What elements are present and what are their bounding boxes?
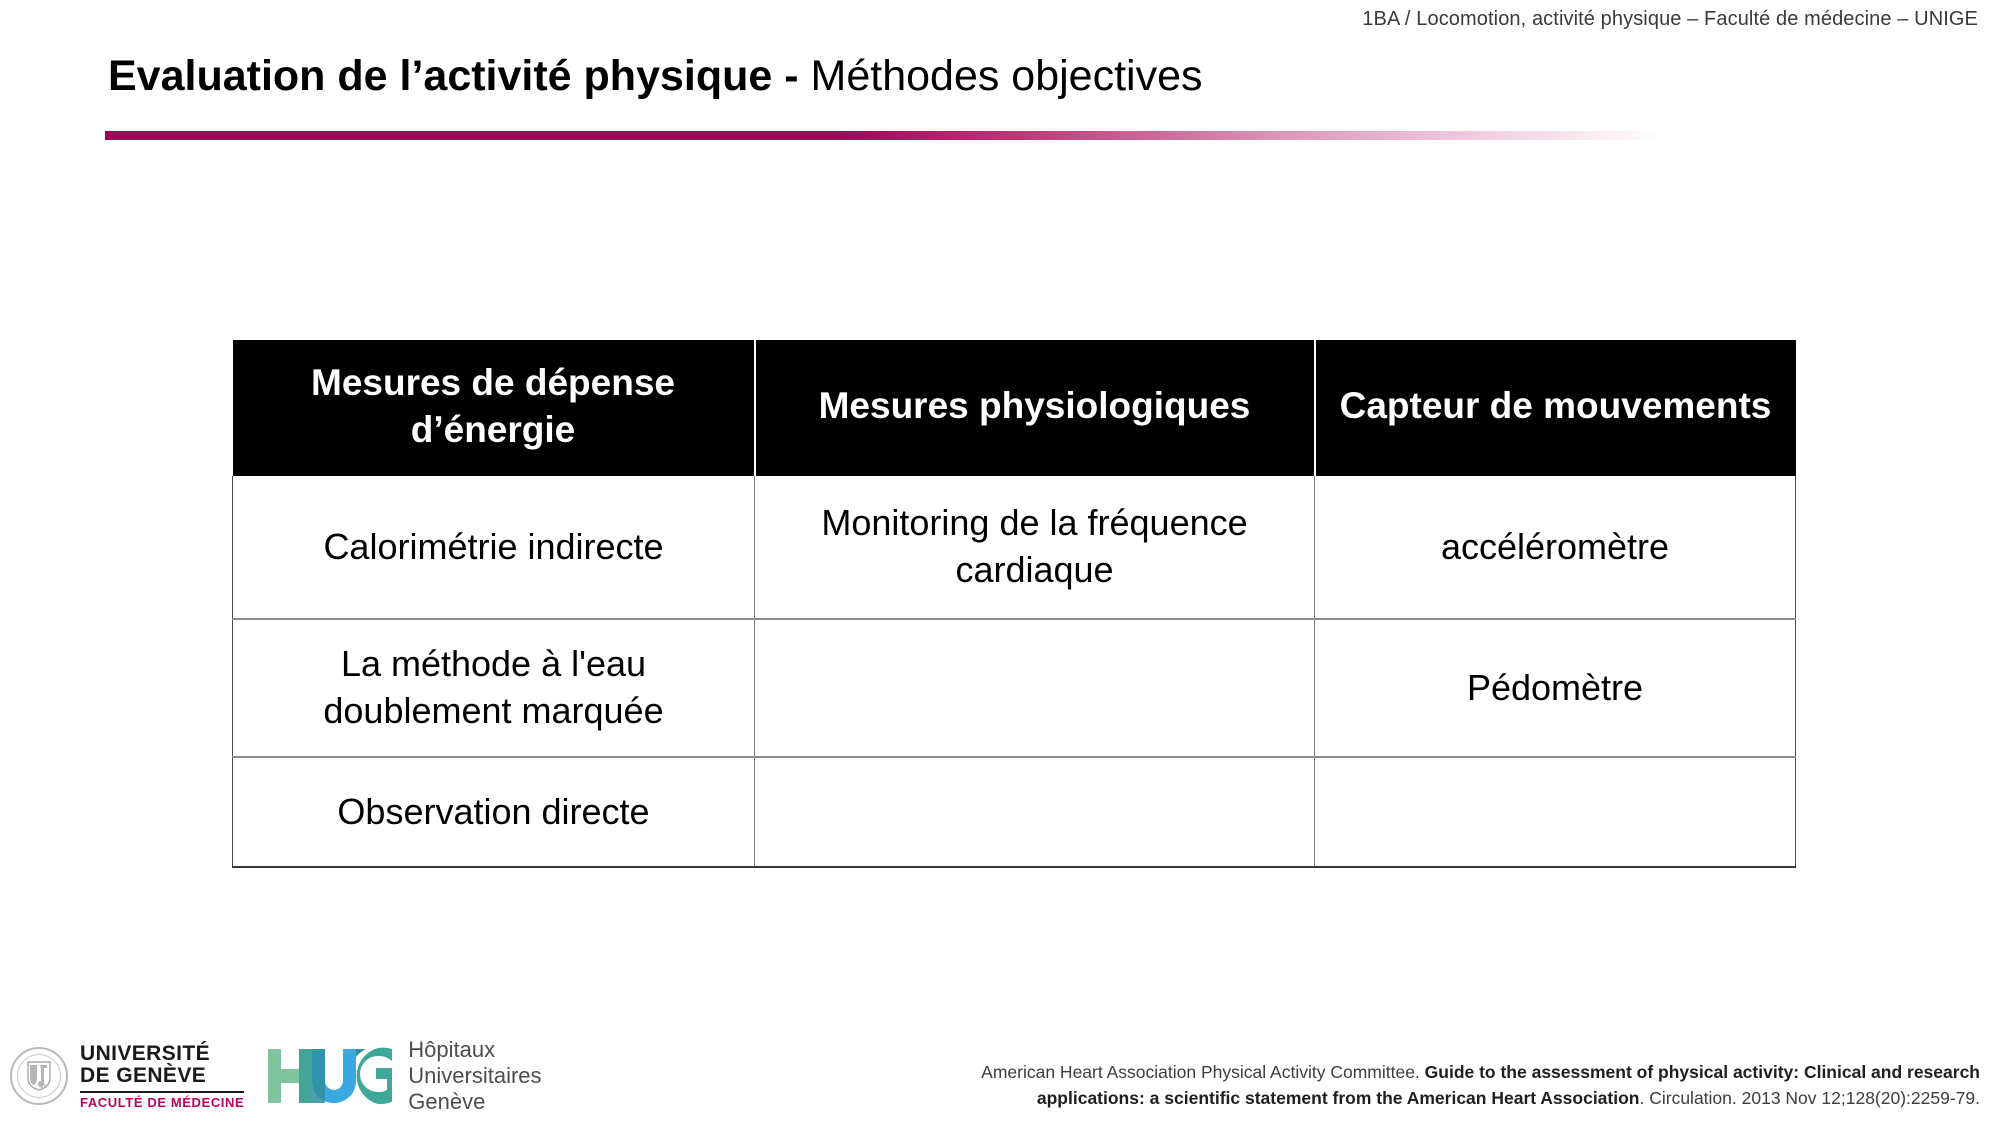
hug-line-2: Universitaires <box>408 1063 542 1089</box>
unige-wordmark <box>80 1043 244 1110</box>
page-title <box>108 52 1668 101</box>
table-cell: Pédomètre <box>1315 619 1796 757</box>
table-cell <box>755 619 1315 757</box>
hug-logo <box>268 1037 541 1115</box>
column-header-physiological: Mesures physiologiques <box>755 340 1315 476</box>
table-cell: Observation directe <box>233 757 755 867</box>
table-row <box>233 619 1796 757</box>
table-row <box>233 476 1796 619</box>
unige-logo <box>10 1043 244 1110</box>
hug-wordmark-icon <box>268 1045 392 1107</box>
unige-line-2: DE GENÈVE <box>80 1063 207 1087</box>
table-header-row <box>233 340 1796 476</box>
hug-line-3: Genève <box>408 1089 486 1115</box>
citation-part-1: American Heart Association Physical Activity Committee. <box>981 1062 1425 1083</box>
title-underline-gradient <box>105 131 1660 140</box>
table-cell: accéléromètre <box>1315 476 1796 619</box>
page-title-line <box>108 52 1668 101</box>
table-cell: Monitoring de la fréquence cardiaque <box>755 476 1315 619</box>
hug-tagline <box>408 1037 541 1115</box>
running-header: 1BA / Locomotion, activité physique – Faculté de médecine – UNIGE <box>1362 8 1978 30</box>
table-cell: Calorimétrie indirecte <box>233 476 755 619</box>
column-header-motion-sensor: Capteur de mouvements <box>1315 340 1796 476</box>
unige-line-1: UNIVERSITÉ <box>80 1041 211 1065</box>
methods-table-container <box>232 340 1795 868</box>
unige-faculty-label: FACULTÉ DE MÉDECINE <box>80 1094 245 1110</box>
table-cell <box>1315 757 1796 867</box>
table-cell <box>755 757 1315 867</box>
table-cell: La méthode à l'eau doublement marquée <box>233 619 755 757</box>
page-title-strong: Evaluation de l’activité physique - <box>108 52 811 100</box>
table-row <box>233 757 1796 867</box>
page-title-light: Méthodes objectives <box>810 52 1203 100</box>
hug-line-1: Hôpitaux <box>408 1037 496 1063</box>
footer-logos <box>10 1037 542 1115</box>
citation-title: Guide to the assessment of physical activity: Clinical and research applications: a scientific statement from the American Heart Association <box>1036 1062 1980 1108</box>
methods-table <box>232 340 1796 868</box>
geneva-crest-icon <box>26 1061 52 1091</box>
column-header-energy-expenditure: Mesures de dépense d’énergie <box>233 340 755 476</box>
citation-reference <box>880 1060 1980 1111</box>
geneva-seal-icon <box>10 1047 68 1105</box>
citation-part-3: . Circulation. 2013 Nov 12;128(20):2259-79. <box>1639 1087 1980 1108</box>
unige-divider <box>80 1091 244 1093</box>
